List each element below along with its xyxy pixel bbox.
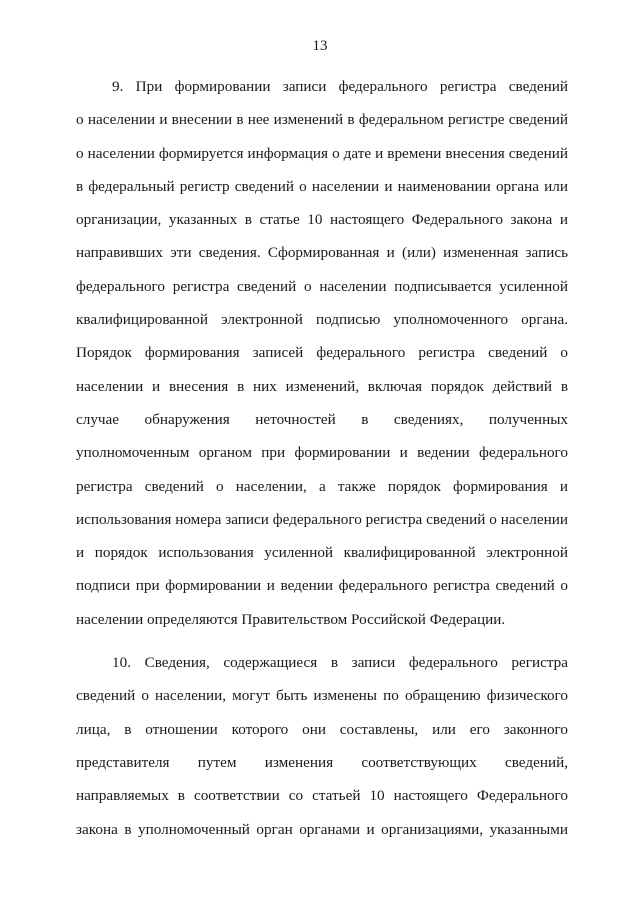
text-line: использования номера записи федерального регистра сведений о населении: [76, 510, 568, 528]
text-line: подписи при формировании и ведении федерального регистра сведений о: [76, 577, 568, 595]
text-line: Порядок формирования записей федерального регистра сведений о: [76, 344, 568, 362]
text-line: уполномоченным органом при формировании и ведении федерального: [76, 444, 568, 462]
text-line: направляемых в соответствии со статьей 10 настоящего Федерального: [76, 787, 568, 805]
text-line: закона в уполномоченный орган органами и организациями, указанными: [76, 820, 568, 838]
text-line: сведений о населении, могут быть изменены по обращению физического: [76, 687, 568, 705]
text-line: федерального регистра сведений о населении подписывается усиленной: [76, 277, 568, 295]
text-line: направивших эти сведения. Сформированная и (или) измененная запись: [76, 244, 568, 262]
text-line: о населении и внесении в нее изменений в федеральном регистре сведений: [76, 111, 568, 129]
page-number: 13: [312, 38, 328, 54]
text-line: регистра сведений о населении, а также порядок формирования и: [76, 477, 568, 495]
document-body: [76, 70, 568, 846]
paragraph-spacer: [76, 636, 568, 646]
text-line: 9. При формировании записи федерального регистра сведений: [112, 78, 568, 95]
paragraph-9: [76, 70, 568, 636]
text-line: 10. Сведения, содержащиеся в записи федерального регистра: [112, 654, 568, 672]
text-line: квалифицированной электронной подписью уполномоченного органа.: [76, 311, 568, 329]
text-line: и порядок использования усиленной квалифицированной электронной: [76, 544, 568, 562]
paragraph-10: [76, 646, 568, 846]
text-line: населении определяются Правительством Российской Федерации.: [76, 610, 506, 628]
text-line: лица, в отношении которого они составлены, или его законного: [76, 720, 568, 738]
text-line: населении и внесения в них изменений, включая порядок действий в: [76, 377, 568, 395]
text-line: представителя путем изменения соответствующих сведений,: [76, 753, 568, 771]
text-line: случае обнаружения неточностей в сведениях, полученных: [76, 410, 568, 428]
text-line: в федеральный регистр сведений о населении и наименовании органа или: [76, 177, 568, 195]
text-line: о населении формируется информация о дате и времени внесения сведений: [76, 144, 568, 162]
text-line: организации, указанных в статье 10 настоящего Федерального закона и: [76, 211, 568, 229]
